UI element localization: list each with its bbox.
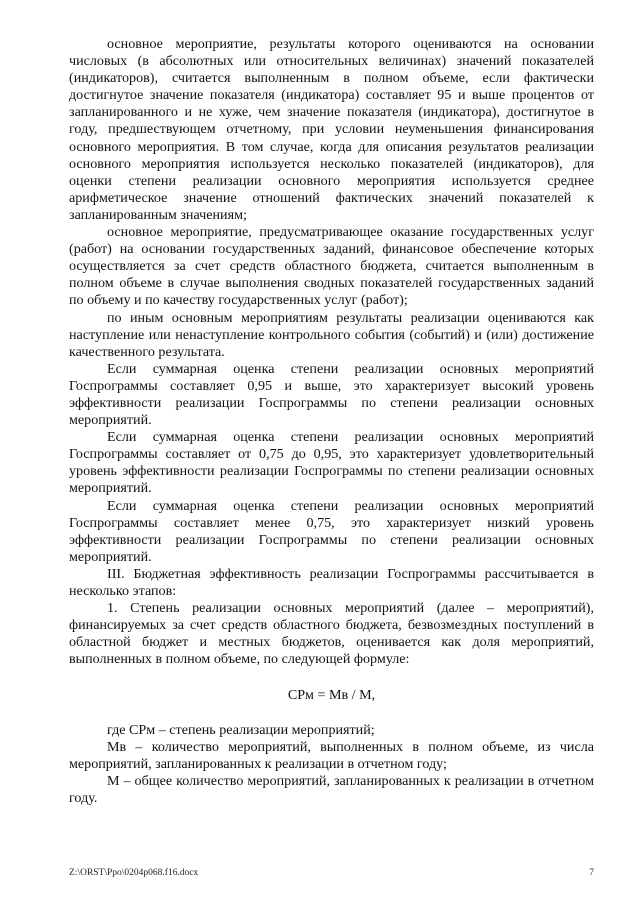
file-path: Z:\ORST\Ppo\0204p068.f16.docx [69, 868, 199, 878]
paragraph-1: основное мероприятие, результаты которого оцениваются на основании числовых (в абсолютных или относительных величинах) значений показателей (индикаторов), считается выполненным в полном объеме, если фактически достигнутое значение показателя (индикатора) составляет 95 и выше процентов от запланированного и не хуже, чем значение показателя (индикатора), достигнутое в году, предшествующем отчетному, при условии неуменьшения финансирования основного мероприятия. В том случае, когда для описания результатов реализации основного мероприятия используется несколько показателей (индикаторов), для оценки степени реализации основного мероприятия используется среднее арифметическое значение отношений фактических значений показателей к запланированным значениям; [69, 36, 594, 223]
paragraph-7: III. Бюджетная эффективность реализации Госпрограммы рассчитывается в несколько этапов: [69, 565, 594, 599]
document-page [69, 36, 594, 807]
paragraph-4: Если суммарная оценка степени реализации основных мероприятий Госпрограммы составляет 0,95 и выше, это характеризует высокий уровень эффективности реализации Госпрограммы по степени реализации основных мероприятий. [69, 360, 594, 429]
formula-explanation-2: Мв – количество мероприятий, выполненных в полном объеме, из числа мероприятий, запланированных к реализации в отчетном году; [69, 738, 594, 772]
formula-explanation-3: М – общее количество мероприятий, запланированных к реализации в отчетном году. [69, 772, 594, 806]
paragraph-6: Если суммарная оценка степени реализации основных мероприятий Госпрограммы составляет менее 0,75, это характеризует низкий уровень эффективности реализации Госпрограммы по степени реализации основных мероприятий. [69, 497, 594, 565]
page-number: 7 [589, 868, 594, 878]
formula: СРм = Мв / М, [287, 687, 376, 704]
paragraph-8: 1. Степень реализации основных мероприятий (далее – мероприятий), финансируемых за счет средств областного бюджета, безвозмездных поступлений в областной бюджет и местных бюджетов, оценивается как доля мероприятий, выполненных в полном объеме, по следующей формуле: [69, 600, 594, 668]
formula-explanation-1: где СРм – степень реализации мероприятий; [107, 721, 375, 738]
paragraph-2: основное мероприятие, предусматривающее оказание государственных услуг (работ) на основании государственных заданий, финансовое обеспечение которых осуществляется за счет средств областного бюджета, считается выполненным в полном объеме в случае выполнения сводных показателей государственных заданий по объему и по качеству государственных услуг (работ); [69, 224, 594, 309]
paragraph-5: Если суммарная оценка степени реализации основных мероприятий Госпрограммы составляет от 0,75 до 0,95, это характеризует удовлетворительный уровень эффективности реализации Госпрограммы по степени реализации основных мероприятий. [69, 429, 594, 497]
paragraph-3: по иным основным мероприятиям результаты реализации оцениваются как наступление или ненаступление контрольного события (событий) и (или) достижение качественного результата. [69, 309, 594, 360]
